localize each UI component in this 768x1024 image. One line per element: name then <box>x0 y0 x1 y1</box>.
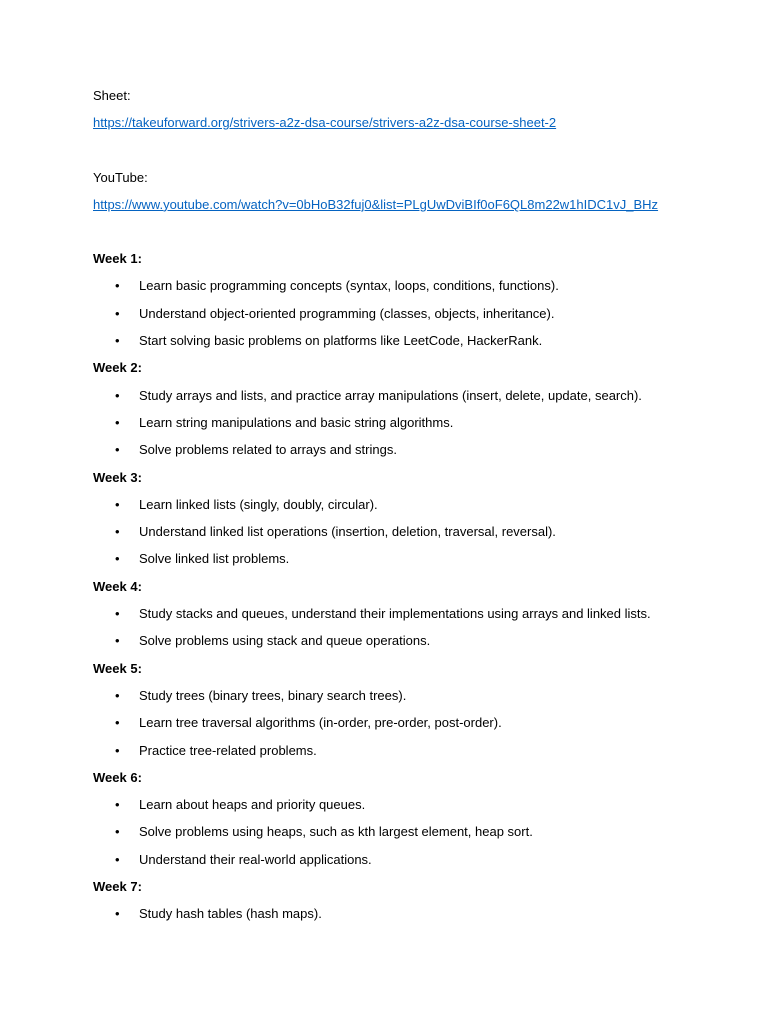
list-item <box>93 797 733 824</box>
list-item <box>93 743 733 770</box>
list-item <box>93 388 733 415</box>
bullet-icon: • <box>115 414 120 430</box>
bullet-icon: • <box>115 442 120 458</box>
week-heading: Week 2: <box>93 360 142 376</box>
bullet-icon: • <box>115 824 120 840</box>
bullet-icon: • <box>115 851 120 867</box>
list-item-text: Learn string manipulations and basic string algorithms. <box>139 414 454 430</box>
list-item <box>93 333 733 360</box>
bullet-icon: • <box>115 333 120 349</box>
week-heading: Week 7: <box>93 879 142 895</box>
sheet-link[interactable]: https://takeuforward.org/strivers-a2z-dsa-course/strivers-a2z-dsa-course-sheet-2 <box>93 115 557 131</box>
list-item <box>93 688 733 715</box>
list-item <box>93 906 733 933</box>
list-item-text: Solve linked list problems. <box>139 551 290 567</box>
list-item <box>93 606 733 633</box>
list-item-text: Study stacks and queues, understand their implementations using arrays and linked lists. <box>139 606 651 622</box>
spacer <box>93 143 733 170</box>
list-item-text: Learn tree traversal algorithms (in-order, pre-order, post-order). <box>139 715 502 731</box>
list-item-text: Learn linked lists (singly, doubly, circular). <box>139 496 378 512</box>
bullet-icon: • <box>115 305 120 321</box>
week-section <box>93 470 733 579</box>
list-item-text: Start solving basic problems on platforms like LeetCode, HackerRank. <box>139 333 543 349</box>
task-list <box>93 278 733 360</box>
list-item-text: Understand linked list operations (insertion, deletion, traversal, reversal). <box>139 524 556 540</box>
list-item <box>93 824 733 851</box>
list-item <box>93 278 733 305</box>
list-item <box>93 852 733 879</box>
list-item-text: Learn basic programming concepts (syntax, loops, conditions, functions). <box>139 278 559 294</box>
bullet-icon: • <box>115 906 120 922</box>
week-heading: Week 3: <box>93 469 142 485</box>
youtube-link[interactable]: https://www.youtube.com/watch?v=0bHoB32fuj0&list=PLgUwDviBIf0oF6QL8m22w1hIDC1vJ_BHz <box>93 196 659 212</box>
list-item-text: Solve problems using stack and queue operations. <box>139 633 431 649</box>
list-item-text: Understand their real-world applications. <box>139 851 372 867</box>
list-item-text: Practice tree-related problems. <box>139 742 317 758</box>
week-section <box>93 661 733 770</box>
week-heading: Week 6: <box>93 769 142 785</box>
task-list <box>93 906 733 933</box>
week-heading: Week 5: <box>93 660 142 676</box>
list-item-text: Solve problems using heaps, such as kth largest element, heap sort. <box>139 824 533 840</box>
youtube-label: YouTube: <box>93 169 148 185</box>
bullet-icon: • <box>115 687 120 703</box>
list-item-text: Understand object-oriented programming (classes, objects, inheritance). <box>139 305 555 321</box>
list-item <box>93 442 733 469</box>
bullet-icon: • <box>115 633 120 649</box>
list-item-text: Study arrays and lists, and practice array manipulations (insert, delete, update, search). <box>139 387 642 403</box>
task-list <box>93 497 733 579</box>
list-item <box>93 497 733 524</box>
list-item-text: Learn about heaps and priority queues. <box>139 797 366 813</box>
task-list <box>93 606 733 661</box>
bullet-icon: • <box>115 742 120 758</box>
week-section <box>93 879 733 934</box>
spacer <box>93 224 733 251</box>
weekly-plan <box>93 251 733 933</box>
bullet-icon: • <box>115 797 120 813</box>
sheet-label: Sheet: <box>93 88 131 103</box>
bullet-icon: • <box>115 524 120 540</box>
bullet-icon: • <box>115 387 120 403</box>
list-item <box>93 551 733 578</box>
bullet-icon: • <box>115 278 120 294</box>
week-section <box>93 251 733 360</box>
task-list <box>93 797 733 879</box>
bullet-icon: • <box>115 551 120 567</box>
list-item-text: Study hash tables (hash maps). <box>139 906 322 922</box>
week-heading: Week 1: <box>93 251 142 267</box>
bullet-icon: • <box>115 606 120 622</box>
task-list <box>93 388 733 470</box>
bullet-icon: • <box>115 715 120 731</box>
week-section <box>93 770 733 879</box>
week-section <box>93 360 733 469</box>
list-item <box>93 306 733 333</box>
list-item-text: Study trees (binary trees, binary search trees). <box>139 687 407 703</box>
list-item <box>93 633 733 660</box>
task-list <box>93 688 733 770</box>
week-heading: Week 4: <box>93 578 142 594</box>
list-item <box>93 524 733 551</box>
list-item <box>93 415 733 442</box>
list-item-text: Solve problems related to arrays and strings. <box>139 442 397 458</box>
document-page <box>93 88 733 934</box>
list-item <box>93 715 733 742</box>
week-section <box>93 579 733 661</box>
bullet-icon: • <box>115 496 120 512</box>
